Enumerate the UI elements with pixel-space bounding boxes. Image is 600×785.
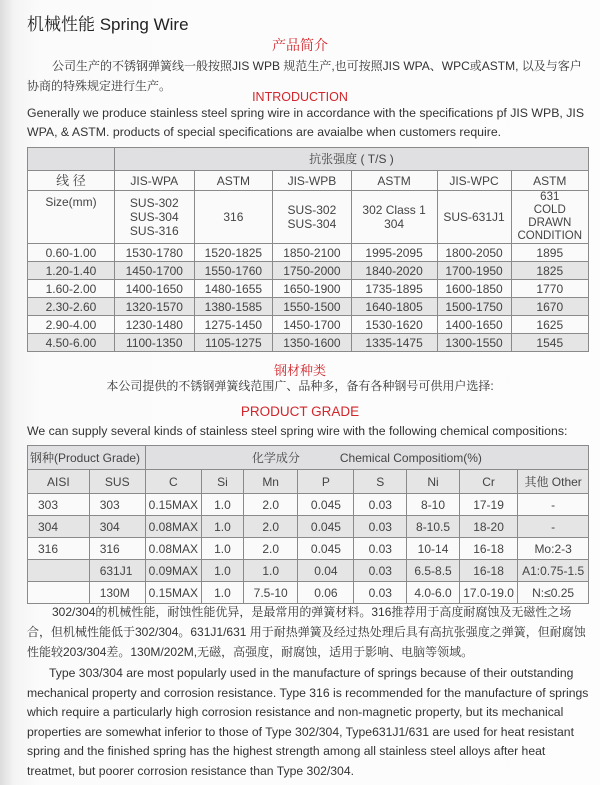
column-header: 其他 Other xyxy=(518,470,589,494)
value-cell: 1840-2020 xyxy=(351,262,437,280)
table-row xyxy=(28,244,589,262)
size-label-en: Size(mm) xyxy=(28,191,115,244)
value-cell: 631J1 xyxy=(89,560,145,582)
grade-en-heading: PRODUCT GRADE xyxy=(240,404,360,419)
value-cell: 0.045 xyxy=(298,516,354,538)
value-cell: 0.15MAX xyxy=(145,582,201,604)
value-cell: 1800-2050 xyxy=(437,244,511,262)
composition-header-cn: 化学成分 xyxy=(251,450,300,465)
value-cell: 1650-1900 xyxy=(273,280,352,298)
notes-en-text: Type 303/304 are most popularly used in the manufacture of springs because of their outstanding mechanical property and corrosion resistance. Type 316 is recommended for the manufacture of springs which require a particularly high corrosion resistance and non-magnetic property, but its mechanical properties are somewhat inferior to those of Type 302/304, Type631J1/631 are used for heat resistant spring and the finished spring has the highest strength among all stainless steel alloys after heat treatmet, but poorer corrosion resistance than Type 302/304. xyxy=(27,666,589,778)
value-cell: 1750-2000 xyxy=(273,262,352,280)
size-cell: 0.60-1.00 xyxy=(28,244,115,262)
table-row xyxy=(28,316,589,334)
value-cell: 10-14 xyxy=(407,538,460,560)
value-cell: 130M xyxy=(89,582,145,604)
value-cell: 0.08MAX xyxy=(145,516,201,538)
value-cell: 0.06 xyxy=(298,582,354,604)
value-cell: 1320-1570 xyxy=(114,298,194,316)
grade-header: 钢种(Product Grade) xyxy=(28,446,146,470)
value-cell: 0.03 xyxy=(354,516,407,538)
value-cell: 1400-1650 xyxy=(437,316,511,334)
table-row xyxy=(28,560,589,582)
value-cell: 316 xyxy=(28,538,90,560)
table-row xyxy=(28,298,589,316)
table-row xyxy=(28,538,589,560)
standard-header: ASTM xyxy=(511,171,588,191)
value-cell: A1:0.75-1.5 xyxy=(518,560,589,582)
value-cell: 1480-1655 xyxy=(194,280,273,298)
value-cell: 0.08MAX xyxy=(145,538,201,560)
table-row xyxy=(28,516,589,538)
value-cell: 1.0 xyxy=(201,582,243,604)
value-cell: 8-10 xyxy=(407,494,460,516)
grade-header: SUS-302 SUS-304 xyxy=(273,191,352,244)
value-cell: 1600-1850 xyxy=(437,280,511,298)
value-cell: 1100-1350 xyxy=(114,334,194,352)
notes-cn-text: 302/304的机械性能，耐蚀性能优异，是最常用的弹簧材料。316推荐用于高度耐腐蚀及无磁性之场合，但机械性能低于302/304。631J1/631 用于耐热弹簧及经过热处理后具有高抗张强度之弹簧，但耐腐蚀性能较203/304差。130M/202M,无磁，高强度，耐腐蚀，适用于影响、电脑等领域。 xyxy=(27,605,586,659)
standard-header: JIS-WPB xyxy=(273,171,352,191)
value-cell xyxy=(28,582,90,604)
value-cell: 304 xyxy=(28,516,90,538)
value-cell: 1825 xyxy=(511,262,588,280)
value-cell: 1335-1475 xyxy=(351,334,437,352)
grade-header: SUS-302 SUS-304 SUS-316 xyxy=(114,191,194,244)
value-cell: 1230-1480 xyxy=(114,316,194,334)
grade-header: 316 xyxy=(194,191,273,244)
column-header: AISI xyxy=(28,470,90,494)
value-cell: 0.03 xyxy=(354,582,407,604)
value-cell: 1450-1700 xyxy=(273,316,352,334)
intro-en-heading: INTRODUCTION xyxy=(252,90,348,104)
value-cell: 1.0 xyxy=(201,538,243,560)
value-cell: 1520-1825 xyxy=(194,244,273,262)
value-cell: 16-18 xyxy=(459,560,517,582)
grade-en-text: We can supply several kinds of stainless steel spring wire with the following chemical compositions: xyxy=(27,424,568,438)
value-cell: 1275-1450 xyxy=(194,316,273,334)
grade-header: SUS-631J1 xyxy=(437,191,511,244)
size-cell: 2.30-2.60 xyxy=(28,298,115,316)
value-cell: 2.0 xyxy=(243,538,297,560)
value-cell: 1.0 xyxy=(201,560,243,582)
value-cell: 303 xyxy=(28,494,90,516)
value-cell: 1700-1950 xyxy=(437,262,511,280)
value-cell: 0.04 xyxy=(298,560,354,582)
value-cell: - xyxy=(518,516,589,538)
table-row xyxy=(28,262,589,280)
value-cell: 0.15MAX xyxy=(145,494,201,516)
value-cell: 2.0 xyxy=(243,494,297,516)
value-cell: 0.03 xyxy=(354,494,407,516)
value-cell xyxy=(28,560,90,582)
value-cell: 1105-1275 xyxy=(194,334,273,352)
tensile-group-header: 抗张强度 ( T/S ) xyxy=(114,148,588,171)
value-cell: 1450-1700 xyxy=(114,262,194,280)
value-cell: 1545 xyxy=(511,334,588,352)
standard-header: JIS-WPA xyxy=(114,171,194,191)
standard-header: ASTM xyxy=(194,171,273,191)
value-cell: 0.03 xyxy=(354,538,407,560)
column-header: SUS xyxy=(89,470,145,494)
value-cell: Mo:2-3 xyxy=(518,538,589,560)
value-cell: 1625 xyxy=(511,316,588,334)
column-header: Ni xyxy=(407,470,460,494)
value-cell: N:≤0.25 xyxy=(518,582,589,604)
value-cell: 1300-1550 xyxy=(437,334,511,352)
value-cell: 303 xyxy=(89,494,145,516)
table-row xyxy=(28,334,589,352)
value-cell: 16-18 xyxy=(459,538,517,560)
intro-cn-heading: 产品简介 xyxy=(272,37,328,53)
value-cell: 1850-2100 xyxy=(273,244,352,262)
value-cell: 316 xyxy=(89,538,145,560)
value-cell: 1500-1750 xyxy=(437,298,511,316)
value-cell: 0.03 xyxy=(354,560,407,582)
value-cell: - xyxy=(518,494,589,516)
value-cell: 2.0 xyxy=(243,516,297,538)
value-cell: 17-19 xyxy=(459,494,517,516)
value-cell: 6.5-8.5 xyxy=(407,560,460,582)
intro-cn-text: 公司生产的不锈钢弹簧线一般按照JIS WPB 规范生产,也可按照JIS WPA、WPC或ASTM, 以及与客户协商的特殊规定进行生产。 xyxy=(27,59,582,93)
value-cell: 1550-1760 xyxy=(194,262,273,280)
value-cell: 1640-1805 xyxy=(351,298,437,316)
corner-cell xyxy=(28,148,115,171)
value-cell: 1400-1650 xyxy=(114,280,194,298)
value-cell: 0.045 xyxy=(298,494,354,516)
value-cell: 1550-1500 xyxy=(273,298,352,316)
value-cell: 1380-1585 xyxy=(194,298,273,316)
value-cell: 1.0 xyxy=(243,560,297,582)
column-header: P xyxy=(298,470,354,494)
table-row xyxy=(28,494,589,516)
grade-header: 631 COLD DRAWN CONDITION xyxy=(511,191,588,244)
column-header: C xyxy=(145,470,201,494)
table-row xyxy=(28,582,589,604)
size-cell: 4.50-6.00 xyxy=(28,334,115,352)
column-header: S xyxy=(354,470,407,494)
column-header: Cr xyxy=(459,470,517,494)
value-cell: 17.0-19.0 xyxy=(459,582,517,604)
value-cell: 4.0-6.0 xyxy=(407,582,460,604)
column-header: Si xyxy=(201,470,243,494)
value-cell: 1735-1895 xyxy=(351,280,437,298)
value-cell: 0.045 xyxy=(298,538,354,560)
grade-cn-heading: 钢材种类 xyxy=(273,363,326,378)
value-cell: 18-20 xyxy=(459,516,517,538)
column-header: Mn xyxy=(243,470,297,494)
standard-header: JIS-WPC xyxy=(437,171,511,191)
size-cell: 2.90-4.00 xyxy=(28,316,115,334)
value-cell: 1530-1780 xyxy=(114,244,194,262)
value-cell: 1895 xyxy=(511,244,588,262)
composition-header-en: Chemical Compositiom(%) xyxy=(339,450,482,465)
standard-header: ASTM xyxy=(351,171,437,191)
table-row xyxy=(28,280,589,298)
value-cell: 304 xyxy=(89,516,145,538)
size-cell: 1.20-1.40 xyxy=(28,262,115,280)
chemical-composition-table xyxy=(27,445,589,604)
value-cell: 1.0 xyxy=(201,494,243,516)
grade-cn-text: 本公司提供的不锈钢弹簧线范围广、品种多，备有各种钢号可供用户选择: xyxy=(106,379,494,393)
value-cell: 1670 xyxy=(511,298,588,316)
page-title: 机械性能 Spring Wire xyxy=(27,15,189,34)
intro-en-text: Generally we produce stainless steel spring wire in accordance with the specifications pf JIS WPB, JIS WPA, & ASTM. products of special specifications are avaialbe when customers require. xyxy=(27,106,585,139)
size-cell: 1.60-2.00 xyxy=(28,280,115,298)
value-cell: 1530-1620 xyxy=(351,316,437,334)
value-cell: 8-10.5 xyxy=(407,516,460,538)
tensile-strength-table xyxy=(27,147,589,352)
value-cell: 0.09MAX xyxy=(145,560,201,582)
value-cell: 1350-1600 xyxy=(273,334,352,352)
value-cell: 1770 xyxy=(511,280,588,298)
value-cell: 1.0 xyxy=(201,516,243,538)
value-cell: 1995-2095 xyxy=(351,244,437,262)
grade-header: 302 Class 1 304 xyxy=(351,191,437,244)
composition-header xyxy=(145,446,588,470)
value-cell: 7.5-10 xyxy=(243,582,297,604)
size-label-cn: 线 径 xyxy=(28,171,115,191)
